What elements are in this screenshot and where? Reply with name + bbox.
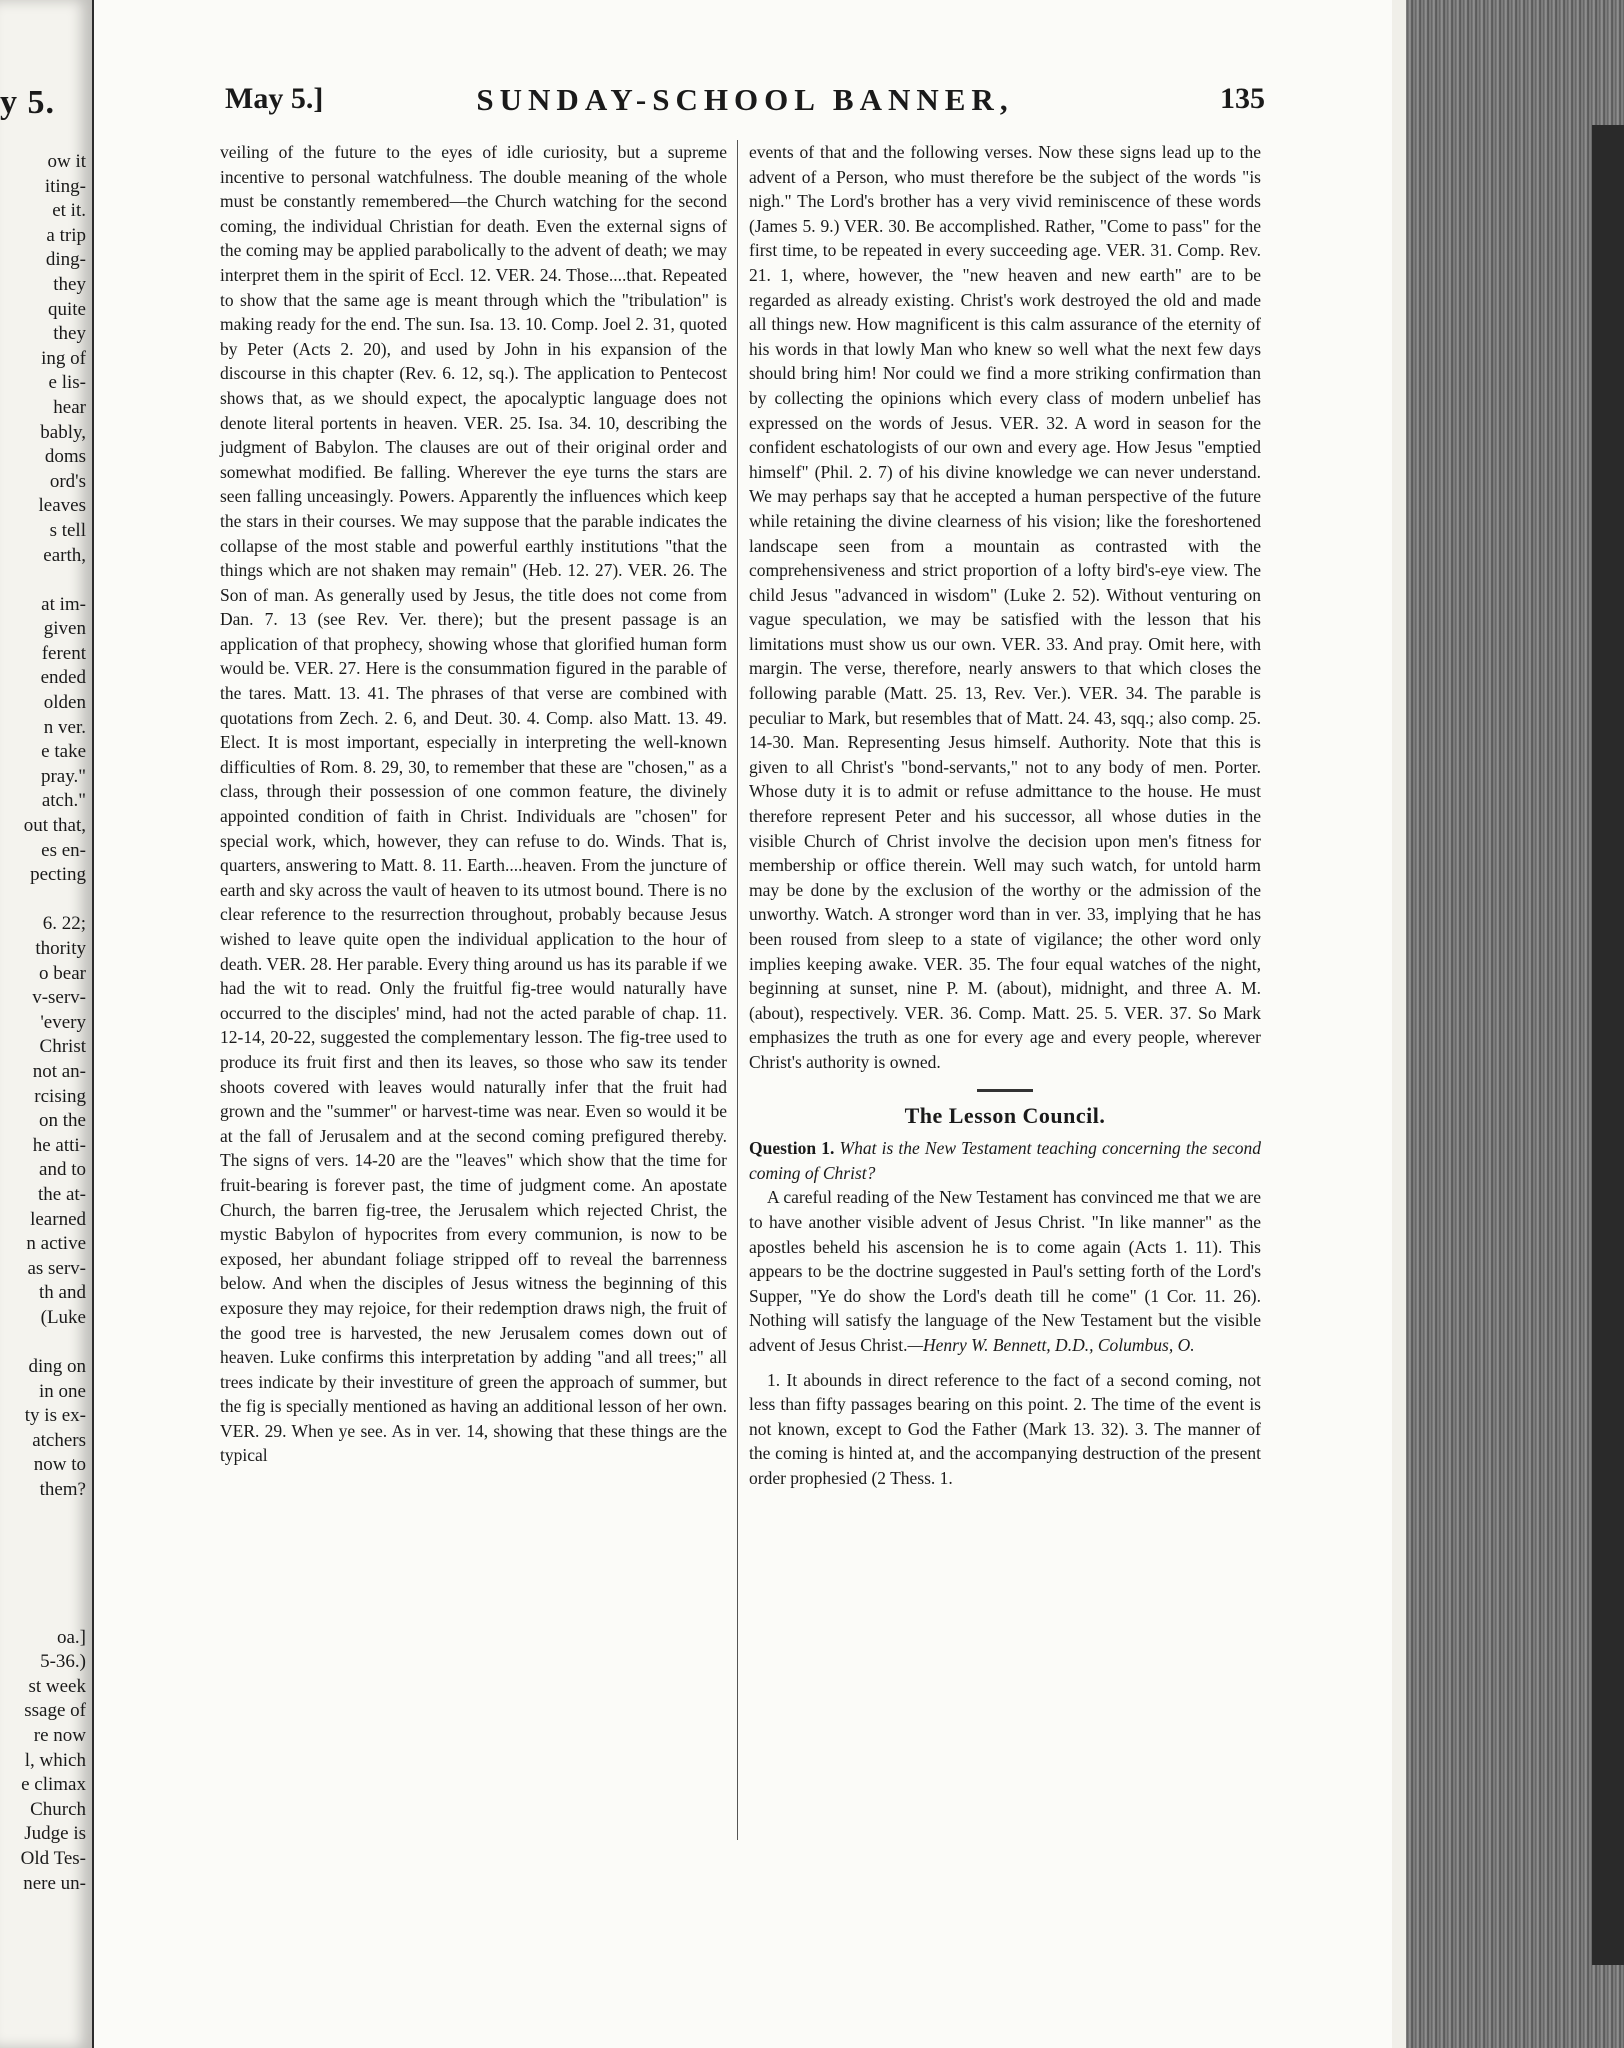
facing-page-line: th and xyxy=(39,1282,86,1304)
facing-page-line xyxy=(21,1503,86,1528)
facing-page-line: doms xyxy=(44,446,86,468)
facing-page-line: 6. 22; xyxy=(42,913,86,935)
facing-page-line: he atti- xyxy=(32,1134,86,1156)
facing-page-line xyxy=(21,1527,86,1552)
facing-page-line: not an- xyxy=(32,1060,86,1082)
facing-page-text xyxy=(21,150,86,1896)
facing-page-line: n active xyxy=(26,1233,86,1255)
facing-page-line: given xyxy=(43,618,86,640)
column-rule xyxy=(737,140,738,1840)
facing-page-line: earth, xyxy=(43,544,86,566)
facing-page-line: st week xyxy=(28,1675,86,1697)
facing-page-line: n ver. xyxy=(43,716,86,738)
facing-page-line: ssage of xyxy=(24,1700,86,1722)
facing-page-line: ty is ex- xyxy=(24,1405,86,1427)
facing-page-line: ended xyxy=(40,667,86,689)
facing-page-line: Old Tes- xyxy=(20,1847,86,1869)
facing-page-line: iting- xyxy=(44,175,86,197)
facing-page-line: Christ xyxy=(39,1036,86,1058)
facing-page-line: ding- xyxy=(45,249,86,271)
facing-page-line: Judge is xyxy=(24,1823,86,1845)
facing-page-line: olden xyxy=(43,692,86,714)
facing-page-line: ing of xyxy=(41,347,86,369)
left-column xyxy=(220,140,727,1468)
facing-page-line: e climax xyxy=(21,1774,86,1796)
facing-page-folio: y 5. xyxy=(0,84,55,121)
facing-page-line: oa.] xyxy=(56,1626,86,1648)
facing-page-line xyxy=(21,568,86,593)
question-label: Question 1. xyxy=(749,1138,835,1159)
facing-page-line: e take xyxy=(41,741,86,763)
facing-page-line: a trip xyxy=(46,224,86,246)
facing-page-line: now to xyxy=(33,1454,86,1476)
left-column-text: veiling of the future to the eyes of idle curiosity, but a supreme incentive to personal watchfulness. The double meaning of the whole must be constantly remembered—the Church watching for the second coming, the individual Christian for death. Even the external signs of the coming may be applied parabolically to the advent of death; we may interpret them in the spirit of Eccl. 12. VER. 24. Those....that. Repeated to show that the same age is meant through which the "tribulation" is making ready for the end. The sun. Isa. 13. 10. Comp. Joel 2. 31, quoted by Peter (Acts 2. 20), and used by John in his expansion of the discourse in this chapter (Rev. 6. 12, sq.). The application to Pentecost shows that, as we should expect, the apocalyptic language does not denote literal portents in heaven. VER. 25. Isa. 34. 10, describing the judgment of Babylon. The clauses are out of their original order and somewhat modified. Be falling. Wherever the eye turns the stars are seen falling unceasingly. Powers. Apparently the influences which keep the stars in their courses. We may suppose that the parable indicates the collapse of the most stable and powerful earthly institutions "that the things which are not shaken may remain" (Heb. 12. 27). VER. 26. The Son of man. As generally used by Jesus, the title does not come from Dan. 7. 13 (see Rev. Ver. there); but the present passage is an application of that prophecy, showing whose that glorified human form would be. VER. 27. Here is the consummation figured in the parable of the tares. Matt. 13. 41. The phrases of that verse are combined with quotations from Zech. 2. 6, and Deut. 30. 4. Comp. also Matt. 13. 49. Elect. It is most important, especially in interpreting the well-known difficulties of Rom. 8. 29, 30, to remember that these are "chosen," as a class, through their possession of one common feature, the divinely appointed condition of faith in Christ. Individuals are "chosen" for special work, which, however, they can refuse to do. Winds. That is, quarters, answering to Matt. 8. 11. Earth....heaven. From the juncture of earth and sky across the vault of heaven to its utmost bound. There is no clear reference to the resurrection throughout, probably because Jesus wished to leave quite open the individual application to the hour of death. VER. 28. Her parable. Every thing around us has its parable if we had the wit to read. Only the fruitful fig-tree would naturally have occurred to the disciples' mind, had not the acted parable of chap. 11. 12-14, 20-22, suggested the complementary lesson. The fig-tree used to produce its fruit first and then its leaves, so those who saw its tender shoots covered with leaves would naturally infer that the fruit had grown and the "summer" or harvest-time was near. Even so would it be at the fall of Jerusalem and at the second coming prefigured thereby. The signs of vers. 14-20 are the "leaves" which show that the time for fruit-bearing is forever past, the time of judgment come. An apostate Church, the barren fig-tree, the Jerusalem which rejected Christ, the mystic Babylon of hypocrites from every communion, is now to be exposed, her abundant foliage stripped off to reveal the barrenness below. And when the disciples of Jesus witness the beginning of this exposure they may rejoice, for their redemption draws nigh, the fruit of the good tree is harvested, the new Jerusalem comes down out of heaven. Luke confirms this interpretation by adding "and all trees;" all trees indicate by their investiture of green the approach of summer, but the fig is specially mentioned as having an additional lesson of her own. VER. 29. When ye see. As in ver. 14, showing that these things are the typical xyxy=(220,142,727,1466)
facing-page-line: them? xyxy=(39,1479,86,1501)
section-heading: The Lesson Council. xyxy=(904,1102,1106,1128)
facing-page-line: hear xyxy=(53,396,86,418)
facing-page-line: pecting xyxy=(30,864,86,886)
facing-page-line: es en- xyxy=(41,839,86,861)
facing-page-line xyxy=(21,1601,86,1626)
facing-page-line: et it. xyxy=(52,200,86,222)
page-number: 135 xyxy=(1220,82,1265,115)
facing-page-line: e lis- xyxy=(48,372,86,394)
facing-page-line: they xyxy=(53,323,86,345)
facing-page-line: leaves xyxy=(38,495,86,517)
facing-page-line: quite xyxy=(48,298,86,320)
facing-page-line: o bear xyxy=(39,962,86,984)
facing-page-line: l, which xyxy=(24,1749,86,1771)
facing-page-line: 'every xyxy=(40,1011,86,1033)
facing-page-line: the at- xyxy=(37,1183,86,1205)
facing-page-line: out that, xyxy=(23,815,86,837)
right-column-text: events of that and the following verses. Now these signs lead up to the advent of a Person, who must therefore be the subject of the words "is nigh." The Lord's brother has a very vivid reminiscence of these words (James 5. 9.) VER. 30. Be accomplished. Rather, "Come to pass" for the first time, to be repeated in every succeeding age. VER. 31. Comp. Rev. 21. 1, where, however, the "new heaven and new earth" are to be regarded as already existing. Christ's work destroyed the old and made all things new. How magnificent is this calm assurance of the eternity of his words in that lowly Man who knew so well what the next few days should bring him! Nor could we find a more striking confirmation than by collecting the opinions which every class of modern unbelief has expressed on the words of Jesus. VER. 32. A word in season for the confident eschatologists of our own and every age. How Jesus "emptied himself" (Phil. 2. 7) of his divine knowledge we can never understand. We may perhaps say that he accepted a human perspective of the future while retaining the divine clearness of his vision; like the foreshortened landscape seen from a mountain as contrasted with the comprehensiveness and strict proportion of a lofty bird's-eye view. The child Jesus "advanced in wisdom" (Luke 2. 52). Without venturing on vague speculation, we may be satisfied with the lesson that his limitations must show us our own. VER. 33. And pray. Omit here, with margin. The verse, therefore, nearly answers to that which closes the following parable (Matt. 25. 13, Rev. Ver.). VER. 34. The parable is peculiar to Mark, but resembles that of Matt. 24. 43, sqq.; also comp. 25. 14-30. Man. Representing Jesus himself. Authority. Note that this is given to all Christ's "bond-servants," not to any body of men. Porter. Whose duty it is to admit or refuse admittance to the house. He must therefore represent Peter and his successor, all whose duties in the visible Church of Christ involve the decision upon men's fitness for membership or office therein. Well may such watch, for untold harm may be done by the exclusion of the worthy or the admission of the unworthy. Watch. A stronger word than in ver. 33, implying that he has been roused from sleep to a state of vigilance; the other word only implies keeping awake. VER. 35. The four equal watches of the night, beginning at sunset, nine P. M. (about), midnight, and three A. M. (about), respectively. VER. 36. Comp. Matt. 25. 5. VER. 37. So Mark emphasizes the truth as one for every age and every people, wherever Christ's authority is owned. xyxy=(749,142,1261,1072)
facing-page-line: rcising xyxy=(34,1085,86,1107)
question-text: What is the New Testament teaching concerning the second coming of Christ? xyxy=(749,1138,1261,1183)
facing-page-line: ow it xyxy=(47,151,86,172)
answer-paragraph-2: 1. It abounds in direct reference to the fact of a second coming, not less than fifty passages bearing on this point. 2. The time of the event is not known, except to God the Father (Mark 13. 32). 3. The manner of the coming is hinted at, and the accompanying destruction of the present order prophesied (2 Thess. 1. xyxy=(749,1369,1261,1488)
facing-page-line: atch." xyxy=(41,790,86,812)
facing-page-line xyxy=(21,888,86,913)
facing-page-line: (Luke xyxy=(40,1306,86,1328)
facing-page-line xyxy=(21,1576,86,1601)
facing-page-line: nere un- xyxy=(23,1872,86,1894)
issue-date: May 5.] xyxy=(225,82,324,115)
facing-page-line xyxy=(21,1552,86,1577)
section-divider xyxy=(977,1089,1033,1092)
answer-1-author: —Henry W. Bennett, D.D., Columbus, O. xyxy=(907,1334,1195,1355)
page-header xyxy=(225,82,1265,122)
facing-page-line: re now xyxy=(33,1725,86,1746)
facing-page-line: on the xyxy=(39,1110,86,1132)
facing-page-line: 5-36.) xyxy=(40,1651,86,1673)
facing-page-line: as serv- xyxy=(27,1257,86,1279)
facing-page-line: and to xyxy=(39,1159,86,1181)
facing-page-line: atchers xyxy=(32,1429,86,1451)
right-column xyxy=(749,140,1261,1490)
facing-page-edge xyxy=(0,0,94,2048)
book-edge xyxy=(1392,0,1624,2048)
question xyxy=(749,1136,1261,1185)
facing-page-line: v-serv- xyxy=(32,987,86,1009)
facing-page-line: learned xyxy=(30,1208,86,1230)
facing-page-line: ding on xyxy=(28,1356,86,1378)
facing-page-line: at im- xyxy=(41,593,86,615)
facing-page-line: they xyxy=(53,273,86,295)
facing-page-line: thority xyxy=(35,938,86,959)
facing-page-line: pray." xyxy=(40,765,86,787)
facing-page-line: in one xyxy=(39,1380,86,1402)
facing-page-line: ferent xyxy=(41,642,86,664)
answer-1-text: A careful reading of the New Testament has convinced me that we are to have another visible advent of Jesus Christ. "In like manner" as the apostles beheld his ascension he is to come again (Acts 1. 11). This appears to be the doctrine suggested in Paul's setting forth of the Lord's Supper, "Ye do show the Lord's death till he come" (1 Cor. 11. 26). Nothing will satisfy the language of the New Testament but the visible advent of Jesus Christ. xyxy=(749,1187,1261,1355)
facing-page-line: Church xyxy=(30,1798,86,1820)
facing-page-line xyxy=(21,1331,86,1356)
facing-page-line: ord's xyxy=(49,470,86,492)
facing-page-line: bably, xyxy=(40,421,86,443)
periodical-title: SUNDAY-SCHOOL BANNER, xyxy=(476,82,1014,117)
answer-paragraph xyxy=(749,1185,1261,1357)
facing-page-line: s tell xyxy=(49,519,86,541)
